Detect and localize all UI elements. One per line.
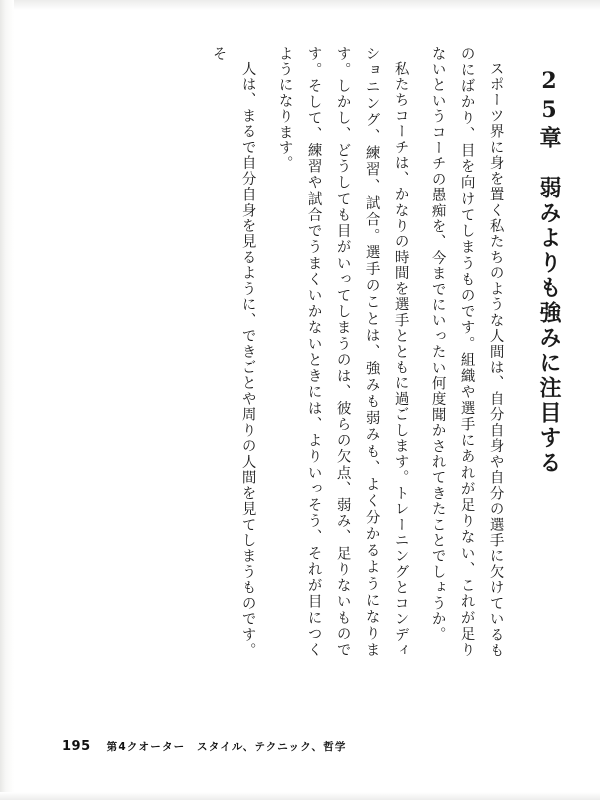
page-left-edge-shading xyxy=(0,0,14,800)
body-paragraph: 人は、まるで自分自身を見るように、できごとや周りの人間を見てしまうものです。そ xyxy=(210,46,256,658)
running-head: 第4クオーター スタイル、テクニック、哲学 xyxy=(106,741,347,753)
body-paragraph: スポーツ界に身を置く私たちのような人間は、自分自身や自分の選手に欠けているものにばかり、目を向けてしまうものです。組織や選手にあれが足りない、これが足りないというコーチの愚痴を、今までにいったい何度聞かされてきたことでしょうか。 xyxy=(429,46,504,658)
page-number: 195 xyxy=(62,739,91,754)
page-top-edge-shading xyxy=(0,0,600,10)
page-bottom-edge-shading xyxy=(0,792,600,800)
page-body-vertical-text xyxy=(74,46,566,686)
body-paragraph: 私たちコーチは、かなりの時間を選手とともに過ごします。トレーニングとコンディショニング、練習、試合。選手のことは、強みも弱みも、よく分かるようになります。しかし、どうしても目がいってしまうのは、彼らの欠点、弱み、足りないものです。そして、練習や試合でうまくいかないときには、よりいっそう、それが目につくようになります。 xyxy=(276,46,409,658)
page-footer xyxy=(62,739,347,754)
chapter-title: 25章 弱みよりも強みに注目する xyxy=(536,68,562,476)
